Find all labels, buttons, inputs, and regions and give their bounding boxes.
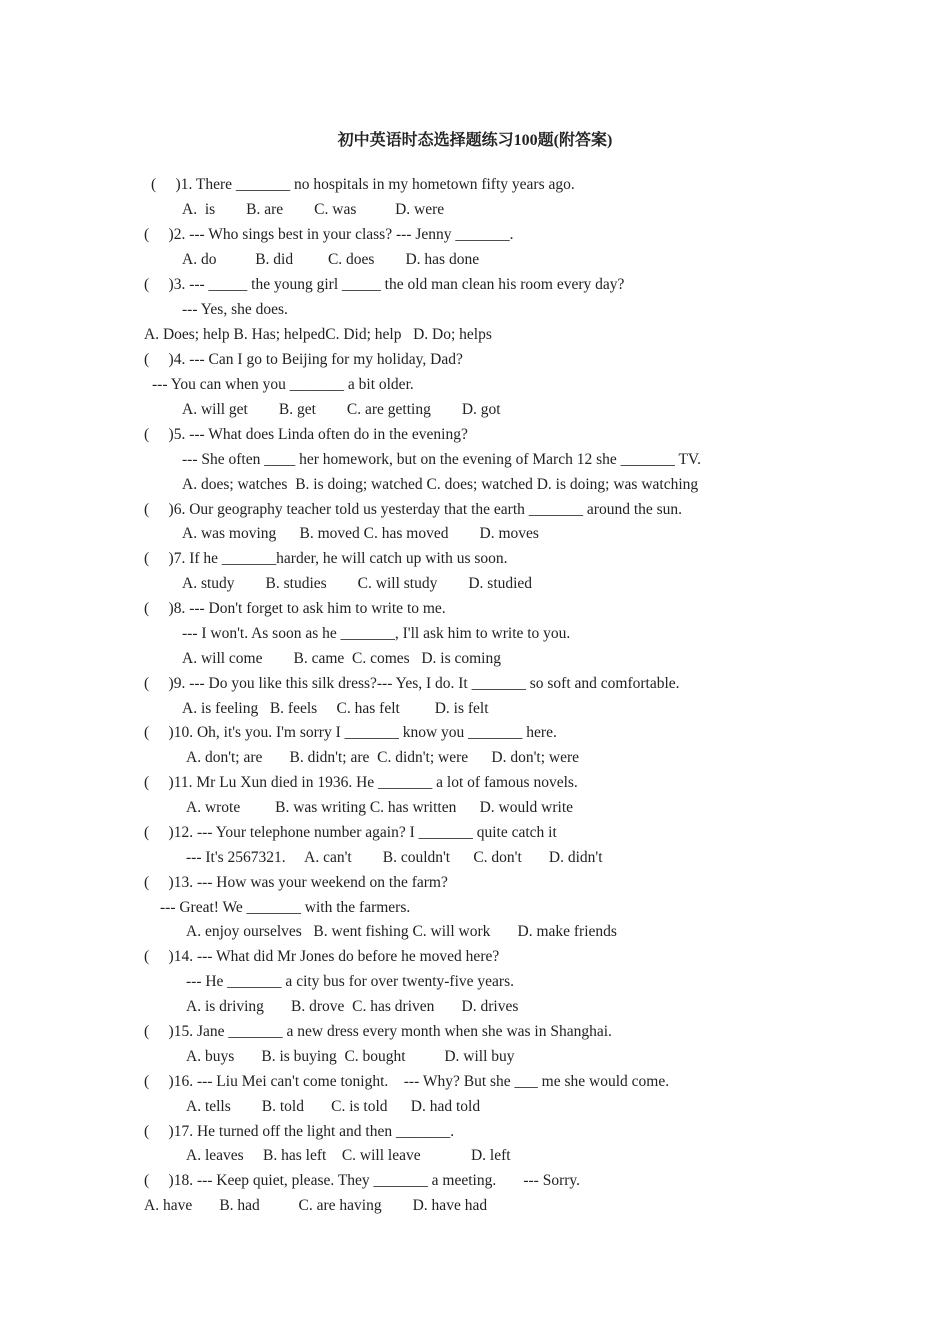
question-12: ( )12. --- Your telephone number again? I _______ quite catch it	[144, 824, 557, 841]
question-4-reply: --- You can when you _______ a bit older.	[152, 376, 414, 393]
question-4: ( )4. --- Can I go to Beijing for my holiday, Dad?	[144, 351, 463, 368]
question-13-options: A. enjoy ourselves B. went fishing C. will work D. make friends	[186, 923, 617, 940]
question-9-options: A. is feeling B. feels C. has felt D. is felt	[182, 700, 489, 717]
question-13-reply: --- Great! We _______ with the farmers.	[160, 899, 411, 916]
question-6-options: A. was moving B. moved C. has moved D. moves	[182, 525, 539, 542]
document-title: 初中英语时态选择题练习100题(附答案)	[337, 132, 613, 149]
question-10-options: A. don't; are B. didn't; are C. didn't; were D. don't; were	[186, 749, 579, 766]
question-3: ( )3. --- _____ the young girl _____ the old man clean his room every day?	[144, 276, 625, 293]
question-1-options: A. is B. are C. was D. were	[182, 201, 445, 218]
question-13: ( )13. --- How was your weekend on the farm?	[144, 874, 448, 891]
question-15: ( )15. Jane _______ a new dress every month when she was in Shanghai.	[144, 1023, 612, 1040]
question-4-options: A. will get B. get C. are getting D. got	[182, 401, 501, 418]
question-7-options: A. study B. studies C. will study D. studied	[182, 575, 533, 592]
question-8-reply: --- I won't. As soon as he _______, I'll ask him to write to you.	[182, 625, 571, 642]
question-16: ( )16. --- Liu Mei can't come tonight. --- Why? But she ___ me she would come.	[144, 1073, 670, 1090]
question-3-options: A. Does; help B. Has; helpedC. Did; help D. Do; helps	[144, 326, 492, 343]
question-5-options: A. does; watches B. is doing; watched C. does; watched D. is doing; was watching	[182, 476, 699, 493]
question-1: ( )1. There _______ no hospitals in my hometown fifty years ago.	[151, 176, 575, 193]
question-17: ( )17. He turned off the light and then _______.	[144, 1123, 455, 1140]
question-10: ( )10. Oh, it's you. I'm sorry I _______ know you _______ here.	[144, 724, 557, 741]
question-7: ( )7. If he _______harder, he will catch up with us soon.	[144, 550, 508, 567]
question-5: ( )5. --- What does Linda often do in the evening?	[144, 426, 468, 443]
question-8-options: A. will come B. came C. comes D. is coming	[182, 650, 501, 667]
question-9: ( )9. --- Do you like this silk dress?--- Yes, I do. It _______ so soft and comfortable.	[144, 675, 680, 692]
question-12-reply-options: --- It's 2567321. A. can't B. couldn't C. don't D. didn't	[186, 849, 603, 866]
question-11-options: A. wrote B. was writing C. has written D. would write	[186, 799, 574, 816]
question-14: ( )14. --- What did Mr Jones do before he moved here?	[144, 948, 500, 965]
question-17-options: A. leaves B. has left C. will leave D. left	[186, 1147, 511, 1164]
question-3-reply: --- Yes, she does.	[182, 301, 288, 318]
question-2: ( )2. --- Who sings best in your class? --- Jenny _______.	[144, 226, 514, 243]
question-5-reply: --- She often ____ her homework, but on the evening of March 12 she _______ TV.	[182, 451, 702, 468]
question-15-options: A. buys B. is buying C. bought D. will buy	[186, 1048, 515, 1065]
question-6: ( )6. Our geography teacher told us yesterday that the earth _______ around the sun.	[144, 501, 683, 518]
question-16-options: A. tells B. told C. is told D. had told	[186, 1098, 481, 1115]
question-2-options: A. do B. did C. does D. has done	[182, 251, 480, 268]
question-8: ( )8. --- Don't forget to ask him to write to me.	[144, 600, 446, 617]
question-14-reply: --- He _______ a city bus for over twenty-five years.	[186, 973, 514, 990]
question-18-options: A. have B. had C. are having D. have had	[144, 1197, 488, 1214]
question-11: ( )11. Mr Lu Xun died in 1936. He _______ a lot of famous novels.	[144, 774, 578, 791]
question-18: ( )18. --- Keep quiet, please. They _______ a meeting. --- Sorry.	[144, 1172, 581, 1189]
question-14-options: A. is driving B. drove C. has driven D. drives	[186, 998, 519, 1015]
